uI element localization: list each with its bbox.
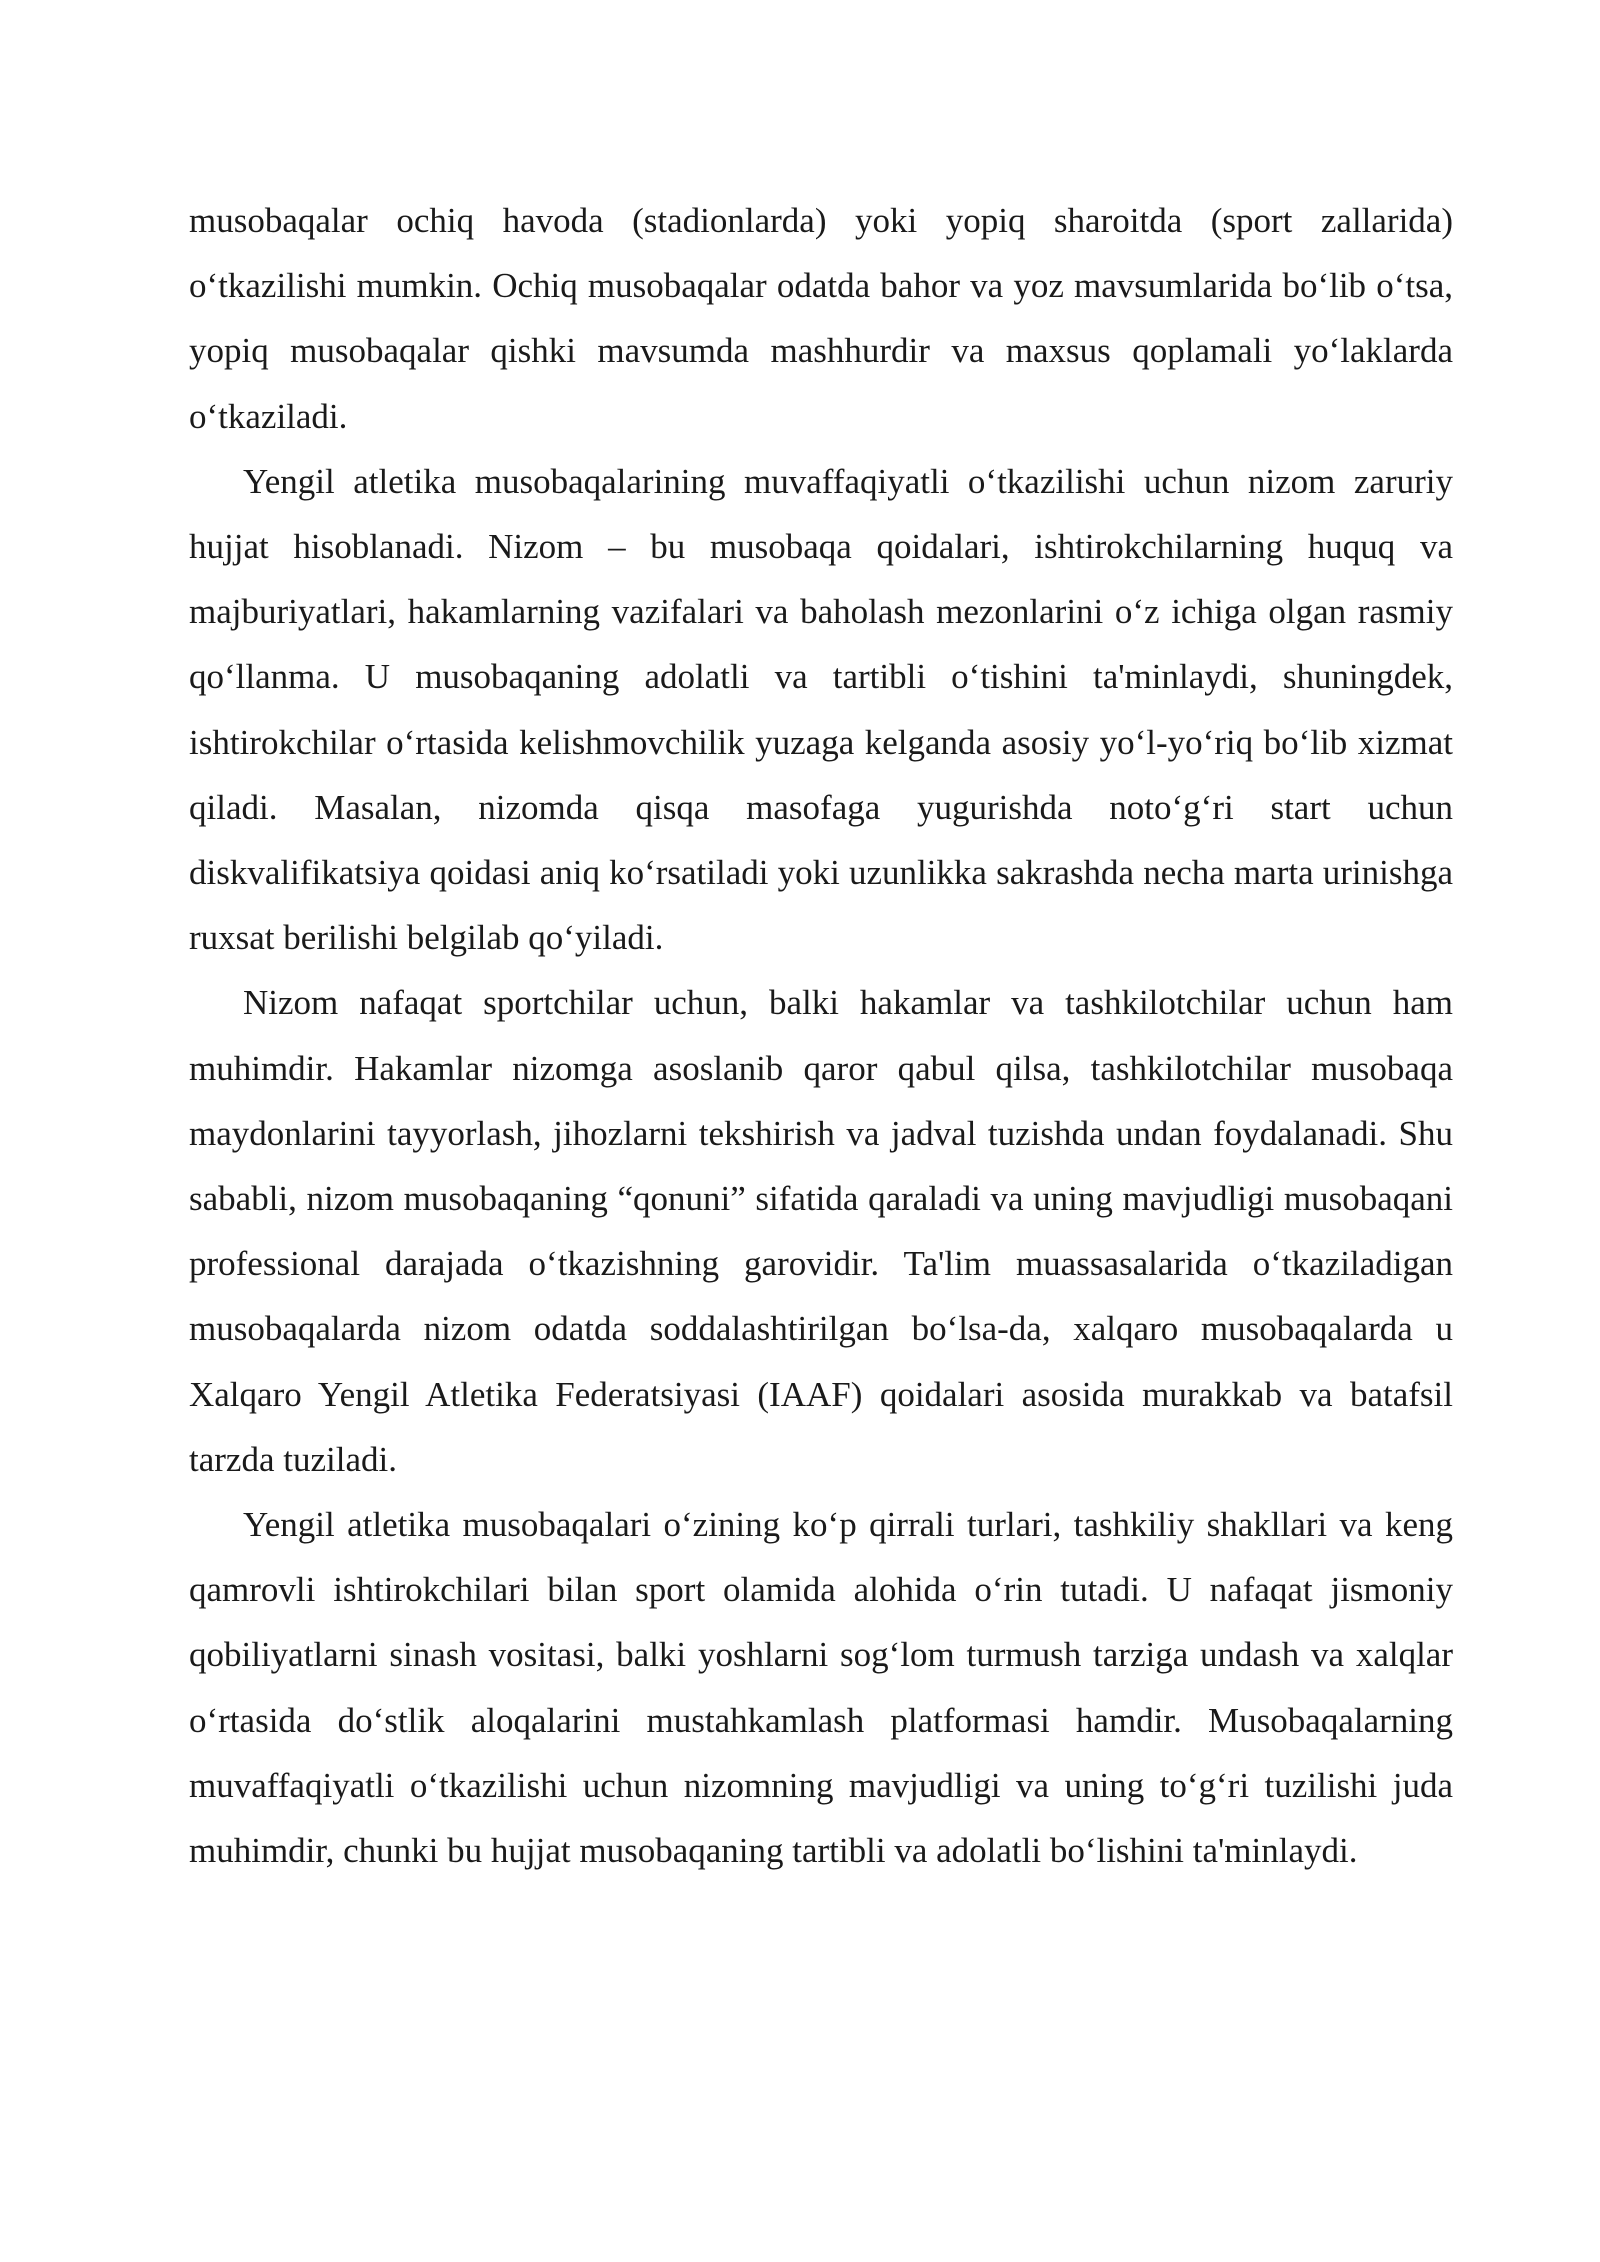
paragraph-continuation: musobaqalar ochiq havoda (stadionlarda) yoki yopiq sharoitda (sport zallarida) o‘tkazilishi mumkin. Ochiq musobaqalar odatda bahor va yoz mavsumlarida bo‘lib o‘tsa, yopiq musobaqalar qishki mavsumda mashhurdir va maxsus qoplamali yo‘laklarda o‘tkaziladi. xyxy=(189,201,1453,436)
paragraph-nizom-definition: Yengil atletika musobaqalarining muvaffaqiyatli o‘tkazilishi uchun nizom zaruriy hujjat hisoblanadi. Nizom – bu musobaqa qoidalari, ishtirokchilarning huquq va majburiyatlari, hakamlarning vazifalari va baholash mezonlarini o‘z ichiga olgan rasmiy qo‘llanma. U musobaqaning adolatli va tartibli o‘tishini ta'minlaydi, shuningdek, ishtirokchilar o‘rtasida kelishmovchilik yuzaga kelganda asosiy yo‘l-yo‘riq bo‘lib xizmat qiladi. Masalan, nizomda qisqa masofaga yugurishda noto‘g‘ri start uchun diskvalifikatsiya qoidasi aniq ko‘rsatiladi yoki uzunlikka sakrashda necha marta urinishga ruxsat berilishi belgilab qo‘yiladi. xyxy=(189,461,1453,958)
paragraph-nizom-importance: Nizom nafaqat sportchilar uchun, balki hakamlar va tashkilotchilar uchun ham muhimdir. Hakamlar nizomga asoslanib qaror qabul qilsa, tashkilotchilar musobaqa maydonlarini tayyorlash, jihozlarni tekshirish va jadval tuzishda undan foydalanadi. Shu sababli, nizom musobaqaning “qonuni” sifatida qaraladi va uning mavjudligi musobaqani professional darajada o‘tkazishning garovidir. Ta'lim muassasalarida o‘tkaziladigan musobaqalarda nizom odatda soddalashtirilgan bo‘lsa-da, xalqaro musobaqalarda u Xalqaro Yengil Atletika Federatsiyasi (IAAF) qoidalari asosida murakkab va batafsil tarzda tuziladi. xyxy=(189,983,1453,1479)
document-body xyxy=(189,188,1453,1883)
paragraph-conclusion: Yengil atletika musobaqalari o‘zining ko‘p qirrali turlari, tashkiliy shakllari va keng qamrovli ishtirokchilari bilan sport olamida alohida o‘rin tutadi. U nafaqat jismoniy qobiliyatlarni sinash vositasi, balki yoshlarni sog‘lom turmush tarziga undash va xalqlar o‘rtasida do‘stlik aloqalarini mustahkamlash platformasi hamdir. Musobaqalarning muvaffaqiyatli o‘tkazilishi uchun nizomning mavjudligi va uning to‘g‘ri tuzilishi juda muhimdir, chunki bu hujjat musobaqaning tartibli va adolatli bo‘lishini ta'minlaydi. xyxy=(189,1505,1453,1871)
